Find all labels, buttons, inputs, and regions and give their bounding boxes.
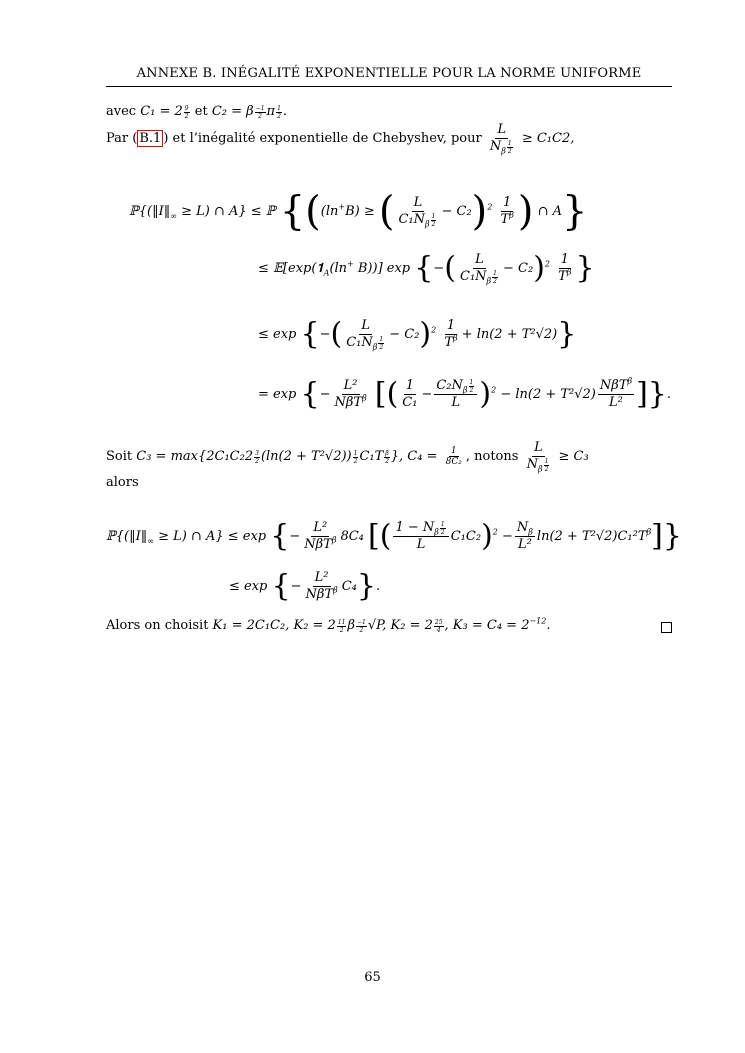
fraction: L $C_1N_\beta$ $^{\frac{1}{2}}$ [398,195,436,229]
fraction-small: $\frac{1}{\text{8C₂}}$ [445,446,462,467]
fraction: $1 - N_\beta$ $^{\frac{1}{2}}$ L [393,520,448,553]
math-c1: C₁ = 2 $\frac{9}{2}$ [140,104,189,120]
fraction: $\frac{N\beta T^\beta}{\text{L²}}$ [599,376,633,410]
equation-ref-link[interactable]: B.1 [139,131,162,146]
fraction: $\frac{N_\beta}{\text{L²}}$ [516,520,533,552]
fraction: $\frac{\text{L²}}{N\beta T^\beta}$ [305,570,338,602]
fraction: $\frac{1}{T^\beta}$ [500,195,514,227]
equation-3: ≤ exp {−( L $C_1N_\beta$ $^{\frac{1}{2}}$ − C₂)$^2$ $\frac{1}{T^\beta}$ + ln(2 + T²√2)} [258,316,577,352]
fraction: L $C_1N_\beta$ $^{\frac{1}{2}}$ [346,318,384,352]
running-head: ANNEXE B. INÉGALITÉ EXPONENTIELLE POUR LA NORME UNIFORME [106,66,672,87]
fraction-l-over-n: L $N_\beta$ $^{\frac{1}{2}}$ [489,122,512,156]
text-segment: Par ( [106,131,138,146]
text-alors: alors [106,475,139,490]
qed-symbol [661,622,672,633]
text-segment: ) et l’inégalité exponentielle de Chebyshev, pour [163,131,486,146]
text-segment: avec [106,104,141,119]
equation-6: ≤ exp {− $\frac{\text{L²}}{N\beta T^\beta}$ C₄}. [229,568,381,604]
equation-1: $ℙ\{(‖I‖_\infty \ge L)$ ∩ A} ≤ ℙ {((ln+B) ≥ ( L $C_1N_\beta$ $^{\frac{1}{2}}$ − C₂)$^2$ $\frac{1}{T^\beta}$ ) ∩ A} [129,188,588,235]
fraction: $\frac{1}{\text{C₁}}$ [402,378,418,410]
condition: ≥ C₁C2, [521,131,575,146]
text-line-final: Alors on choisit K₁ = 2C₁C₂, K₂ = 2 $\frac{11}{2}$ β $\frac{-1}{2}$ √P, K₂ = 2 $\frac{25}{4}$ , $K_3 = C_4 = 2^{-12}$. [106,616,551,634]
text-line-chebyshev [106,122,574,155]
fraction: $\frac{1}{T^\beta}$ [444,318,458,350]
equation-5: $ℙ\{(‖I‖_\infty \ge L)$ ∩ A} ≤ exp {− $\frac{\text{L²}}{N\beta T^\beta}$ 8C₄ [( $1 - N_\beta$ $^{\frac{1}{2}}$ L C₁C₂)$^2$ − $\frac{N_\beta}{\text{L²}}$ $\ln(2 + T^2√2)C_1^2T^\beta$]} [106,518,682,554]
fraction-l-over-n: L $N_\beta$ $^{\frac{1}{2}}$ [526,440,549,474]
fraction: $\frac{1}{T^\beta}$ [558,252,572,284]
page-number: 65 [364,970,381,985]
fraction: $\frac{\text{L²}}{N\beta T^\beta}$ [334,378,367,410]
text-line-constants [106,104,287,120]
equation-4: = exp {− $\frac{\text{L²}}{N\beta T^\beta}$ [( $\frac{1}{\text{C₁}}$ − $C_2N_\beta$ $^{\frac{1}{2}}$ L )$^2$ − ln(2 + T²√2) $\frac{N\beta T^\beta}{\text{L²}}$ ]}. [258,376,672,412]
text-segment: et [190,104,212,119]
fraction: $C_2N_\beta$ $^{\frac{1}{2}}$ L [434,378,477,411]
equation-2: ≤ $𝔼[\exp(𝟏_A(\ln^+$ B))] exp {−( L $C_1N_\beta$ $^{\frac{1}{2}}$ − C₂)$^2$ $\frac{1}{T^\beta}$ } [258,250,595,286]
fraction: L $C_1N_\beta$ $^{\frac{1}{2}}$ [460,252,497,286]
text-line-soit: Soit C₃ = max{2C₁C₂2 $\frac{3}{2}$ (ln(2 + T²√2)) $\frac{1}{2}$ C₁T $\frac{\beta}{2}$ }, C₄ = $\frac{1}{\text{8C₂}}$ , notons L $N_\beta$ $^{\frac{1}{2}}$ ≥ C₃ [106,440,589,474]
math-c2: C₂ = β $\frac{-1}{2}$ π $\frac{1}{2}$ . [211,104,288,120]
fraction: $\frac{\text{L²}}{N\beta T^\beta}$ [304,520,337,552]
